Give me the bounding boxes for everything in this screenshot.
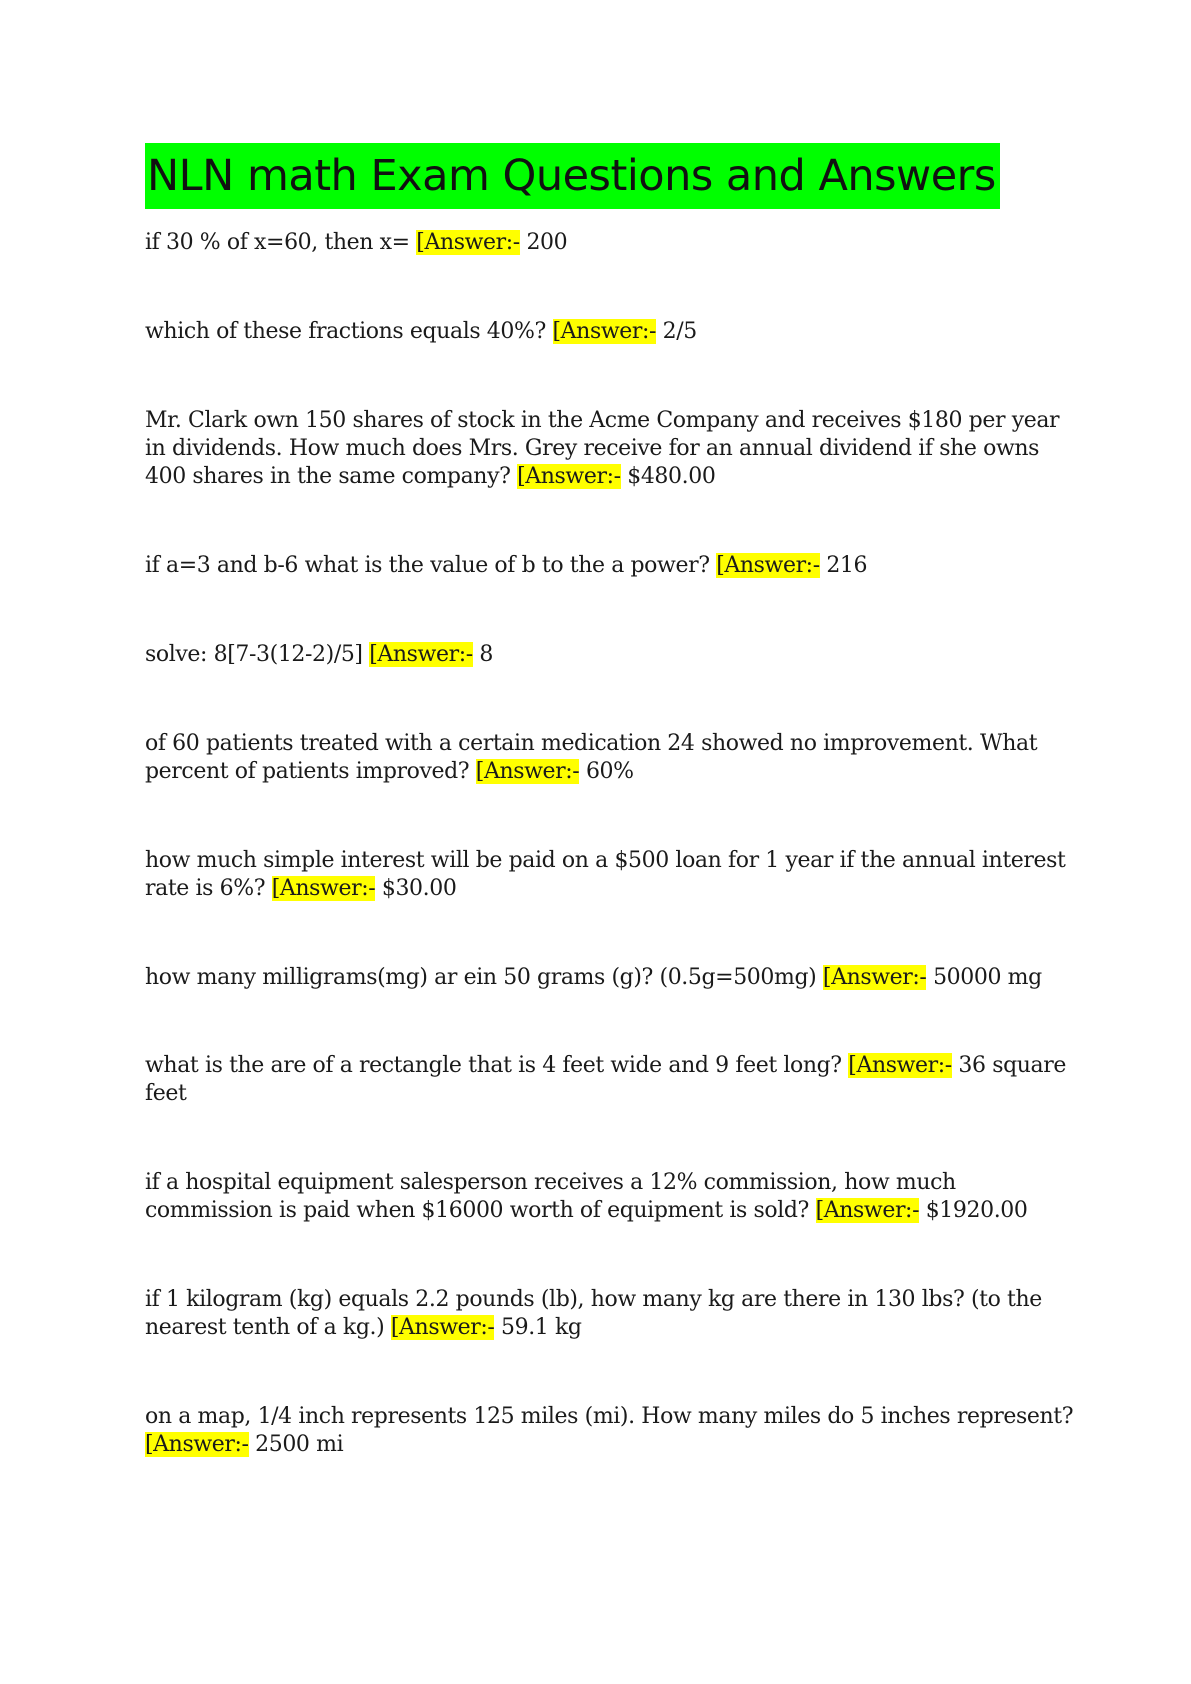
answer-text: 50000 mg <box>933 965 1042 990</box>
answer-label: [Answer:- <box>145 1432 249 1457</box>
answer-text: 2/5 <box>662 319 697 344</box>
qa-item-7 <box>145 847 1075 903</box>
question-text: how many milligrams(mg) ar ein 50 grams (g)? (0.5g=500mg) <box>145 965 817 990</box>
answer-text: 200 <box>526 230 568 255</box>
answer-label: [Answer:- <box>416 230 520 255</box>
qa-item-5 <box>145 641 1075 669</box>
question-text: if a hospital equipment salesperson receives a 12% commission, how much commission is paid when $16000 worth of equipment is sold? <box>145 1170 956 1223</box>
question-text: if 30 % of x=60, then x= <box>145 230 410 255</box>
question-text: Mr. Clark own 150 shares of stock in the Acme Company and receives $180 per year in dividends. How much does Mrs. Grey receive for an annual dividend if she owns 400 shares in the same company? <box>145 408 1060 489</box>
answer-label: [Answer:- <box>552 319 657 344</box>
qa-item-2 <box>145 318 1075 346</box>
question-text: solve: 8[7-3(12-2)/5] <box>145 642 363 667</box>
qa-item-11 <box>145 1286 1075 1342</box>
qa-item-4 <box>145 552 1075 580</box>
qa-item-6 <box>145 730 1075 786</box>
question-text: on a map, 1/4 inch represents 125 miles (mi). How many miles do 5 inches represent? <box>145 1404 1074 1429</box>
question-text: if 1 kilogram (kg) equals 2.2 pounds (lb), how many kg are there in 130 lbs? (to the nearest tenth of a kg.) <box>145 1287 1042 1340</box>
answer-label: [Answer:- <box>815 1198 920 1223</box>
question-text: of 60 patients treated with a certain medication 24 showed no improvement. What percent of patients improved? <box>145 731 1038 784</box>
answer-text: 60% <box>585 759 634 784</box>
document-title: NLN math Exam Questions and Answers <box>145 143 1000 209</box>
answer-label: [Answer:- <box>390 1315 495 1340</box>
answer-label: [Answer:- <box>716 553 820 578</box>
answer-text: $30.00 <box>381 876 457 901</box>
answer-text: 8 <box>479 642 493 667</box>
answer-text: 36 square feet <box>145 1053 1067 1106</box>
qa-item-1 <box>145 229 1075 257</box>
question-text: how much simple interest will be paid on a $500 loan for 1 year if the annual interest rate is 6%? <box>145 848 1066 901</box>
answer-label: [Answer:- <box>848 1053 952 1078</box>
question-text: if a=3 and b-6 what is the value of b to the a power? <box>145 553 710 578</box>
qa-item-12 <box>145 1403 1075 1459</box>
qa-item-10 <box>145 1169 1075 1225</box>
question-text: what is the are of a rectangle that is 4 feet wide and 9 feet long? <box>145 1053 842 1078</box>
answer-text: 59.1 kg <box>501 1315 582 1340</box>
answer-text: 216 <box>826 553 868 578</box>
answer-label: [Answer:- <box>271 876 376 901</box>
qa-item-8 <box>145 964 1075 992</box>
answer-text: 2500 mi <box>255 1432 344 1457</box>
qa-item-3 <box>145 407 1075 491</box>
answer-label: [Answer:- <box>822 965 927 990</box>
answer-text: $1920.00 <box>925 1198 1028 1223</box>
qa-item-9 <box>145 1052 1075 1108</box>
question-text: which of these fractions equals 40%? <box>145 319 546 344</box>
answer-label: [Answer:- <box>369 642 473 667</box>
answer-label: [Answer:- <box>475 759 580 784</box>
answer-label: [Answer:- <box>517 464 621 489</box>
answer-text: $480.00 <box>627 464 716 489</box>
